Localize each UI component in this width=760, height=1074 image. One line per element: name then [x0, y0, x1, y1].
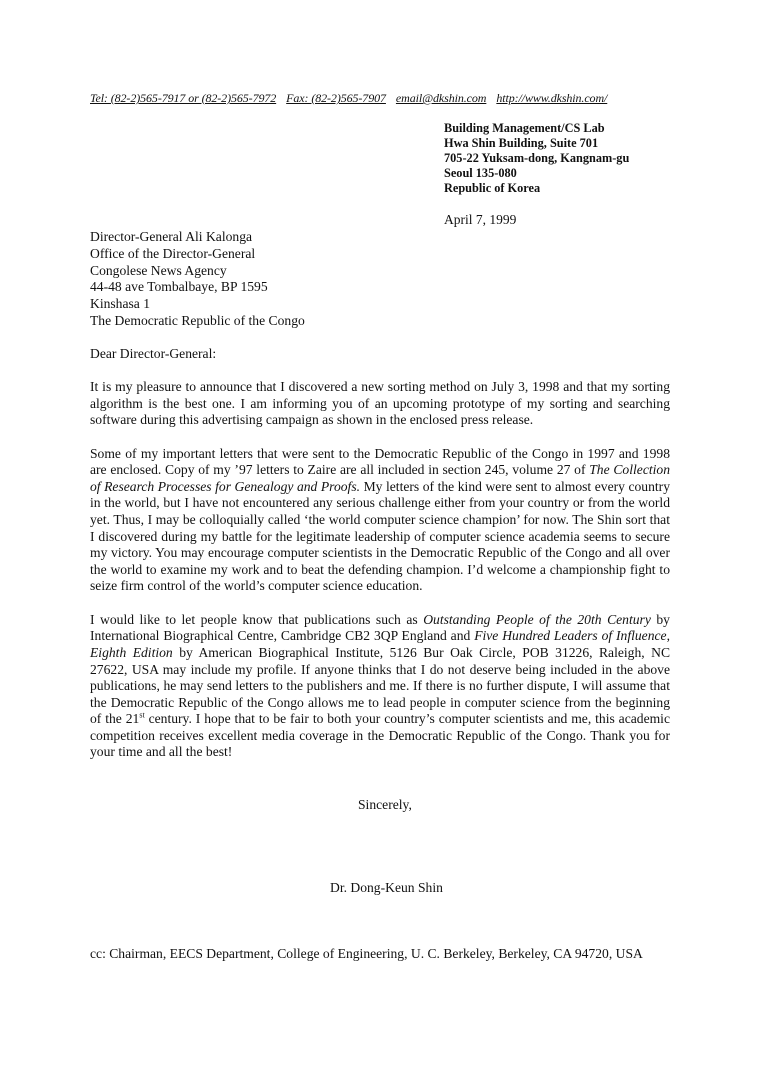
- publication-title: Outstanding People of the 20th Century: [423, 611, 651, 627]
- email-link[interactable]: email@dkshin.com: [395, 91, 487, 105]
- recipient-line: Kinshasa 1: [90, 296, 151, 312]
- publication-title: The Collection of Research Processes for Genealogy and Proofs.: [90, 462, 671, 494]
- text: Some of my important letters that were sent to the Democratic Republic of the Congo in 1997 and 1998 are enclosed. Copy of my ’97 letters to Zaire are all included in section 245, volume 27 of: [90, 445, 670, 478]
- recipient-line: Office of the Director-General: [90, 245, 256, 261]
- signer-name: Dr. Dong-Keun Shin: [330, 880, 443, 895]
- paragraph-3: [90, 612, 670, 761]
- sender-line: 705-22 Yuksam-dong, Kangnam-gu: [444, 151, 630, 165]
- text: I would like to let people know that publications such as: [90, 611, 424, 627]
- recipient-line: The Democratic Republic of the Congo: [90, 312, 305, 328]
- ordinal-suffix: st: [139, 710, 145, 720]
- text: ,: [666, 628, 670, 644]
- closing: Sincerely,: [358, 797, 412, 812]
- fax: Fax: (82-2)565-7907: [286, 91, 386, 105]
- text: My letters of the kind were sent to almost every country in the world, but I have not encountered any serious challenge either from your country or from the world yet. Thus, I may be colloquially called ‘the world computer science champion’ for now. The Shin sort that I discovered during my battle for the legitimate leadership of computer science academia seems to secure my victory. You may encourage computer scientists in the Democratic Republic of the Congo and all over the world to examine my work and to beat the defending champion. I’d welcome a championship fight to seize firm control of the world’s computer science education.: [90, 478, 670, 594]
- sender-line: Seoul 135-080: [444, 166, 517, 180]
- salutation: Dear Director-General:: [90, 346, 217, 361]
- sender-line: Republic of Korea: [444, 181, 541, 195]
- website-link[interactable]: http://www.dkshin.com/: [496, 91, 608, 105]
- cc-line: cc: Chairman, EECS Department, College of Engineering, U. C. Berkeley, Berkeley, CA 94720, USA: [90, 946, 643, 961]
- telephone: Tel: (82-2)565-7917 or (82-2)565-7972: [90, 91, 277, 105]
- publication-title: Five Hundred Leaders of Influence: [474, 628, 667, 644]
- recipient-address: [90, 229, 305, 330]
- sender-address: [444, 121, 629, 196]
- paragraph-2: [90, 446, 670, 595]
- publication-edition: Eighth Edition: [90, 644, 173, 660]
- sender-line: Building Management/CS Lab: [444, 121, 605, 135]
- recipient-line: Director-General Ali Kalonga: [90, 229, 253, 244]
- letter-date: April 7, 1999: [444, 212, 517, 227]
- text: by American Biographical Institute, 5126 Bur Oak Circle, POB 31226, Raleigh, NC 27622, USA may include my profile. If anyone thinks that I do not deserve being included in the above publications, he may send letters to the publishers and me. If there is no further dispute, I will assume that the Democratic Republic of the Congo allows me to lead people in computer science from the beginning of the 21: [90, 644, 671, 727]
- letter-body: [90, 379, 670, 778]
- text: by International Biographical Centre, Cambridge CB2 3QP England and: [90, 611, 670, 644]
- paragraph-1: It is my pleasure to announce that I discovered a new sorting method on July 3, 1998 and that my sorting algorithm is the best one. I am informing you of an upcoming prototype of my sorting and searching software during this advertising campaign as shown in the enclosed press release.: [90, 379, 670, 428]
- sender-line: Hwa Shin Building, Suite 701: [444, 136, 599, 150]
- letterhead-contact-line: [90, 91, 665, 106]
- text: century. I hope that to be fair to both your country’s computer scientists and me, this academic competition receives excellent media coverage in the Democratic Republic of the Congo. Thank you for your time and all the best!: [90, 711, 670, 760]
- recipient-line: Congolese News Agency: [90, 262, 227, 278]
- recipient-line: 44-48 ave Tombalbaye, BP 1595: [90, 279, 268, 295]
